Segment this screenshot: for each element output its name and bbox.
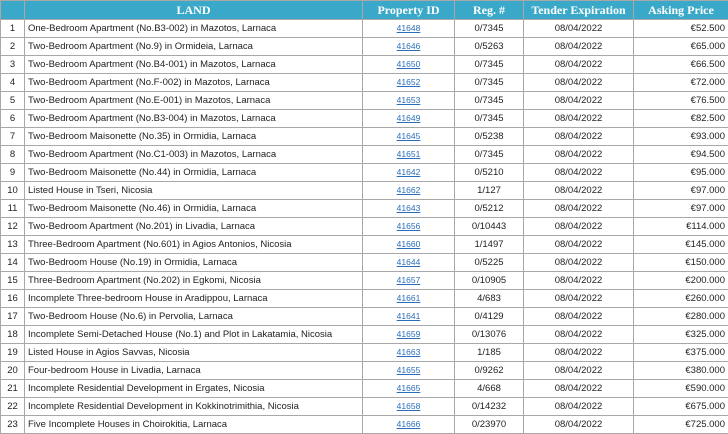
registration-number: 0/23970 xyxy=(455,416,524,434)
property-description: Incomplete Semi-Detached House (No.1) and Plot in Lakatamia, Nicosia xyxy=(25,326,363,344)
tender-expiration: 08/04/2022 xyxy=(524,290,634,308)
table-row xyxy=(1,416,728,434)
row-index: 16 xyxy=(1,290,25,308)
row-index: 14 xyxy=(1,254,25,272)
header-tender-expiration: Tender Expiration xyxy=(524,1,634,20)
header-index xyxy=(1,1,25,20)
asking-price: €145.000 xyxy=(634,236,728,254)
row-index: 9 xyxy=(1,164,25,182)
property-id-cell xyxy=(363,92,455,110)
table-row xyxy=(1,128,728,146)
tender-expiration: 08/04/2022 xyxy=(524,344,634,362)
asking-price: €200.000 xyxy=(634,272,728,290)
property-id-link[interactable]: 41655 xyxy=(397,365,421,375)
property-id-link[interactable]: 41661 xyxy=(397,293,421,303)
asking-price: €590.000 xyxy=(634,380,728,398)
property-id-cell xyxy=(363,38,455,56)
property-id-cell xyxy=(363,236,455,254)
tender-expiration: 08/04/2022 xyxy=(524,308,634,326)
table-row xyxy=(1,164,728,182)
asking-price: €725.000 xyxy=(634,416,728,434)
property-description: Incomplete Residential Development in Ergates, Nicosia xyxy=(25,380,363,398)
property-id-cell xyxy=(363,74,455,92)
row-index: 6 xyxy=(1,110,25,128)
tender-expiration: 08/04/2022 xyxy=(524,38,634,56)
header-land: LAND xyxy=(25,1,363,20)
asking-price: €97.000 xyxy=(634,200,728,218)
registration-number: 0/14232 xyxy=(455,398,524,416)
table-row xyxy=(1,200,728,218)
property-id-link[interactable]: 41648 xyxy=(397,23,421,33)
property-description: Two-Bedroom Apartment (No.F-002) in Mazotos, Larnaca xyxy=(25,74,363,92)
property-id-link[interactable]: 41649 xyxy=(397,113,421,123)
tender-expiration: 08/04/2022 xyxy=(524,110,634,128)
table-row xyxy=(1,38,728,56)
property-id-link[interactable]: 41659 xyxy=(397,329,421,339)
row-index: 4 xyxy=(1,74,25,92)
table-row xyxy=(1,290,728,308)
tender-expiration: 08/04/2022 xyxy=(524,164,634,182)
table-row xyxy=(1,56,728,74)
property-description: Two-Bedroom Apartment (No.B4-001) in Mazotos, Larnaca xyxy=(25,56,363,74)
table-row xyxy=(1,146,728,164)
header-property-id: Property ID xyxy=(363,1,455,20)
property-id-cell xyxy=(363,326,455,344)
table-row xyxy=(1,326,728,344)
tender-expiration: 08/04/2022 xyxy=(524,92,634,110)
property-id-link[interactable]: 41643 xyxy=(397,203,421,213)
row-index: 10 xyxy=(1,182,25,200)
property-id-link[interactable]: 41666 xyxy=(397,419,421,429)
property-id-cell xyxy=(363,128,455,146)
property-description: Two-Bedroom Apartment (No.201) in Livadia, Larnaca xyxy=(25,218,363,236)
asking-price: €280.000 xyxy=(634,308,728,326)
tender-expiration: 08/04/2022 xyxy=(524,236,634,254)
asking-price: €375.000 xyxy=(634,344,728,362)
property-description: Five Incomplete Houses in Choirokitia, Larnaca xyxy=(25,416,363,434)
property-id-link[interactable]: 41662 xyxy=(397,185,421,195)
property-id-link[interactable]: 41642 xyxy=(397,167,421,177)
registration-number: 4/683 xyxy=(455,290,524,308)
table-row xyxy=(1,362,728,380)
header-reg: Reg. # xyxy=(455,1,524,20)
property-description: Two-Bedroom House (No.6) in Pervolia, Larnaca xyxy=(25,308,363,326)
table-row xyxy=(1,380,728,398)
row-index: 23 xyxy=(1,416,25,434)
asking-price: €66.500 xyxy=(634,56,728,74)
table-row xyxy=(1,272,728,290)
registration-number: 0/10905 xyxy=(455,272,524,290)
table-row xyxy=(1,92,728,110)
tender-expiration: 08/04/2022 xyxy=(524,74,634,92)
row-index: 12 xyxy=(1,218,25,236)
row-index: 15 xyxy=(1,272,25,290)
row-index: 7 xyxy=(1,128,25,146)
row-index: 19 xyxy=(1,344,25,362)
tender-expiration: 08/04/2022 xyxy=(524,56,634,74)
table-row xyxy=(1,74,728,92)
asking-price: €380.000 xyxy=(634,362,728,380)
property-description: Three-Bedroom Apartment (No.202) in Egkomi, Nicosia xyxy=(25,272,363,290)
registration-number: 0/7345 xyxy=(455,74,524,92)
tender-expiration: 08/04/2022 xyxy=(524,380,634,398)
row-index: 22 xyxy=(1,398,25,416)
table-row xyxy=(1,254,728,272)
registration-number: 0/5225 xyxy=(455,254,524,272)
property-id-cell xyxy=(363,344,455,362)
property-description: Two-Bedroom Maisonette (No.46) in Ormidia, Larnaca xyxy=(25,200,363,218)
tender-expiration: 08/04/2022 xyxy=(524,362,634,380)
property-description: Four-bedroom House in Livadia, Larnaca xyxy=(25,362,363,380)
asking-price: €114.000 xyxy=(634,218,728,236)
registration-number: 0/7345 xyxy=(455,146,524,164)
property-id-cell xyxy=(363,308,455,326)
registration-number: 0/5238 xyxy=(455,128,524,146)
property-id-cell xyxy=(363,416,455,434)
registration-number: 0/7345 xyxy=(455,20,524,38)
registration-number: 1/1497 xyxy=(455,236,524,254)
row-index: 17 xyxy=(1,308,25,326)
asking-price: €150.000 xyxy=(634,254,728,272)
asking-price: €52.500 xyxy=(634,20,728,38)
asking-price: €260.000 xyxy=(634,290,728,308)
row-index: 13 xyxy=(1,236,25,254)
asking-price: €94.500 xyxy=(634,146,728,164)
tender-expiration: 08/04/2022 xyxy=(524,254,634,272)
table-row xyxy=(1,218,728,236)
property-description: Two-Bedroom Apartment (No.9) in Ormideia, Larnaca xyxy=(25,38,363,56)
registration-number: 0/5210 xyxy=(455,164,524,182)
property-id-link[interactable]: 41665 xyxy=(397,383,421,393)
property-description: Two-Bedroom House (No.19) in Ormidia, Larnaca xyxy=(25,254,363,272)
property-description: Listed House in Agios Savvas, Nicosia xyxy=(25,344,363,362)
property-id-link[interactable]: 41656 xyxy=(397,221,421,231)
row-index: 11 xyxy=(1,200,25,218)
tender-expiration: 08/04/2022 xyxy=(524,416,634,434)
tender-expiration: 08/04/2022 xyxy=(524,272,634,290)
table-row xyxy=(1,110,728,128)
property-description: Listed House in Tseri, Nicosia xyxy=(25,182,363,200)
property-id-cell xyxy=(363,290,455,308)
table-row xyxy=(1,344,728,362)
registration-number: 0/9262 xyxy=(455,362,524,380)
row-index: 8 xyxy=(1,146,25,164)
tender-expiration: 08/04/2022 xyxy=(524,146,634,164)
property-id-link[interactable]: 41652 xyxy=(397,77,421,87)
asking-price: €76.500 xyxy=(634,92,728,110)
property-id-link[interactable]: 41644 xyxy=(397,257,421,267)
property-id-cell xyxy=(363,110,455,128)
property-id-cell xyxy=(363,200,455,218)
asking-price: €72.000 xyxy=(634,74,728,92)
asking-price: €97.000 xyxy=(634,182,728,200)
property-id-link[interactable]: 41658 xyxy=(397,401,421,411)
property-description: Three-Bedroom Apartment (No.601) in Agios Antonios, Nicosia xyxy=(25,236,363,254)
row-index: 18 xyxy=(1,326,25,344)
property-id-cell xyxy=(363,146,455,164)
row-index: 20 xyxy=(1,362,25,380)
registration-number: 0/7345 xyxy=(455,92,524,110)
property-id-cell xyxy=(363,164,455,182)
property-description: Two-Bedroom Apartment (No.B3-004) in Mazotos, Larnaca xyxy=(25,110,363,128)
registration-number: 0/13076 xyxy=(455,326,524,344)
tender-expiration: 08/04/2022 xyxy=(524,20,634,38)
table-row xyxy=(1,398,728,416)
registration-number: 0/7345 xyxy=(455,56,524,74)
property-id-link[interactable]: 41641 xyxy=(397,311,421,321)
property-id-link[interactable]: 41651 xyxy=(397,149,421,159)
property-description: Incomplete Residential Development in Kokkinotrimithia, Nicosia xyxy=(25,398,363,416)
asking-price: €675.000 xyxy=(634,398,728,416)
registration-number: 1/127 xyxy=(455,182,524,200)
asking-price: €82.500 xyxy=(634,110,728,128)
asking-price: €325.000 xyxy=(634,326,728,344)
tender-expiration: 08/04/2022 xyxy=(524,182,634,200)
tender-expiration: 08/04/2022 xyxy=(524,218,634,236)
registration-number: 0/5212 xyxy=(455,200,524,218)
row-index: 1 xyxy=(1,20,25,38)
property-description: Two-Bedroom Maisonette (No.44) in Ormidia, Larnaca xyxy=(25,164,363,182)
tender-expiration: 08/04/2022 xyxy=(524,128,634,146)
header-asking-price: Asking Price xyxy=(634,1,728,20)
registration-number: 0/5263 xyxy=(455,38,524,56)
asking-price: €65.000 xyxy=(634,38,728,56)
property-id-cell xyxy=(363,398,455,416)
asking-price: €93.000 xyxy=(634,128,728,146)
property-id-link[interactable]: 41650 xyxy=(397,59,421,69)
table-row xyxy=(1,236,728,254)
property-id-cell xyxy=(363,218,455,236)
registration-number: 1/185 xyxy=(455,344,524,362)
row-index: 5 xyxy=(1,92,25,110)
registration-number: 0/10443 xyxy=(455,218,524,236)
property-id-cell xyxy=(363,20,455,38)
property-id-link[interactable]: 41657 xyxy=(397,275,421,285)
tender-expiration: 08/04/2022 xyxy=(524,326,634,344)
table-row xyxy=(1,182,728,200)
property-id-cell xyxy=(363,254,455,272)
asking-price: €95.000 xyxy=(634,164,728,182)
tender-expiration: 08/04/2022 xyxy=(524,398,634,416)
property-id-cell xyxy=(363,362,455,380)
header-row xyxy=(1,1,728,20)
property-id-cell xyxy=(363,272,455,290)
row-index: 3 xyxy=(1,56,25,74)
registration-number: 0/4129 xyxy=(455,308,524,326)
property-description: Two-Bedroom Apartment (No.E-001) in Mazotos, Larnaca xyxy=(25,92,363,110)
property-id-link[interactable]: 41653 xyxy=(397,95,421,105)
property-description: Two-Bedroom Maisonette (No.35) in Ormidia, Larnaca xyxy=(25,128,363,146)
tender-expiration: 08/04/2022 xyxy=(524,200,634,218)
table-row xyxy=(1,20,728,38)
property-description: Two-Bedroom Apartment (No.C1-003) in Mazotos, Larnaca xyxy=(25,146,363,164)
property-description: One-Bedroom Apartment (No.B3-002) in Mazotos, Larnaca xyxy=(25,20,363,38)
property-id-link[interactable]: 41663 xyxy=(397,347,421,357)
property-description: Incomplete Three-bedroom House in Aradippou, Larnaca xyxy=(25,290,363,308)
row-index: 21 xyxy=(1,380,25,398)
property-id-cell xyxy=(363,380,455,398)
registration-number: 0/7345 xyxy=(455,110,524,128)
registration-number: 4/668 xyxy=(455,380,524,398)
row-index: 2 xyxy=(1,38,25,56)
property-id-link[interactable]: 41660 xyxy=(397,239,421,249)
property-id-link[interactable]: 41646 xyxy=(397,41,421,51)
property-id-cell xyxy=(363,182,455,200)
property-id-cell xyxy=(363,56,455,74)
table-row xyxy=(1,308,728,326)
property-id-link[interactable]: 41645 xyxy=(397,131,421,141)
